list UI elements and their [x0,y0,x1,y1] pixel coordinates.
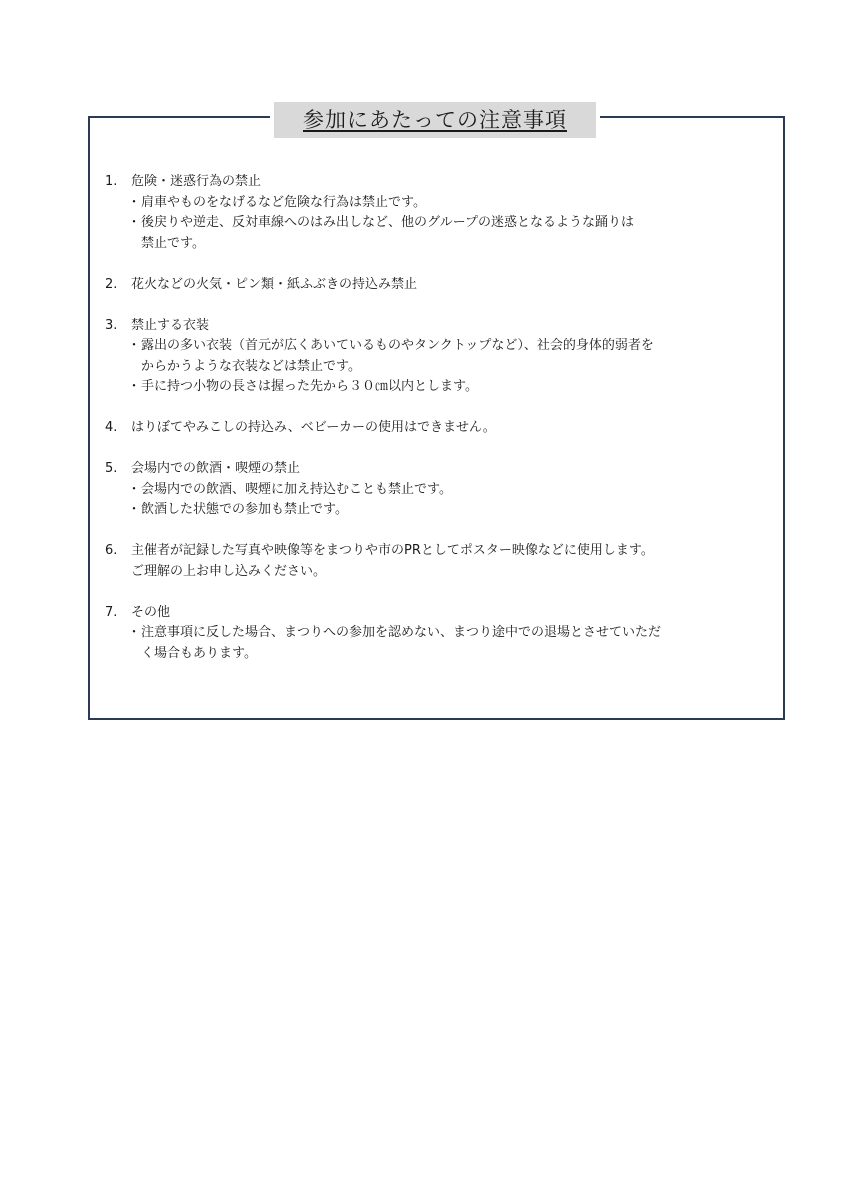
list-item-text: 露出の多い衣装（首元が広くあいているものやタンクトップなど）、社会的身体的弱者を からかうような衣装などは禁止です。 [141,338,654,374]
section-title: 花火などの火気・ピン類・紙ふぶきの持込み禁止 [131,276,418,292]
list-item [105,500,765,521]
list-item [105,193,765,214]
section-7 [105,603,765,665]
section-title: その他 [131,604,171,620]
list-item [105,336,765,377]
list-item-text: 肩車やものをなげるなど危険な行為は禁止です。 [141,194,426,210]
section-title: 危険・迷惑行為の禁止 [131,174,262,189]
bullet-mark: ・ [127,338,141,353]
bullet-mark: ・ [127,194,141,210]
section-2 [105,275,765,296]
bullet-mark: ・ [127,379,141,394]
list-item-text: 飲酒した状態での参加も禁止です。 [141,502,348,517]
section-3 [105,316,765,398]
list-item-text: 会場内での飲酒、喫煙に加え持込むことも禁止です。 [141,481,452,497]
section-number: 7. [105,604,118,620]
document-title [274,102,596,138]
section-heading [105,603,765,624]
section-1 [105,172,765,254]
section-number: 1. [105,174,118,189]
list-item [105,480,765,501]
section-number: 3. [105,317,118,333]
section-number: 6. [105,543,118,558]
list-item [105,377,765,398]
section-heading [105,275,765,296]
list-item [105,623,765,664]
section-title: はりぼてやみこしの持込み、ベビーカーの使用はできません。 [131,420,496,435]
title-wrap [270,102,600,138]
section-number: 5. [105,461,118,476]
section-number: 2. [105,276,118,292]
bullet-mark: ・ [127,481,141,497]
section-title: 会場内での飲酒・喫煙の禁止 [131,461,301,476]
section-number: 4. [105,420,118,435]
section-4 [105,418,765,439]
section-title: 主催者が記録した写真や映像等をまつりや市のPRとしてポスター映像などに使用します。 [131,543,654,558]
list-item [105,213,765,254]
section-continuation: ご理解の上お申し込みください。 [131,563,327,579]
section-heading [105,418,765,439]
bullet-mark: ・ [127,625,141,640]
bullet-mark: ・ [127,215,141,230]
section-6 [105,541,765,582]
list-item-text: 手に持つ小物の長さは握った先から３０㎝以内とします。 [141,379,478,394]
section-heading [105,172,765,193]
list-item-text: 注意事項に反した場合、まつりへの参加を認めない、まつり途中での退場とさせていただ く場合もあります。 [141,625,662,661]
section-title: 禁止する衣装 [131,317,210,333]
section-5 [105,459,765,521]
document-title-text: 参加にあたっての注意事項 [303,108,567,132]
section-heading [105,316,765,337]
list-item-text: 後戻りや逆走、反対車線へのはみ出しなど、他のグループの迷惑となるような踊りは 禁止です。 [141,215,634,251]
bullet-mark: ・ [127,502,141,517]
section-heading [105,541,765,562]
notice-list [105,172,765,685]
section-heading [105,459,765,480]
